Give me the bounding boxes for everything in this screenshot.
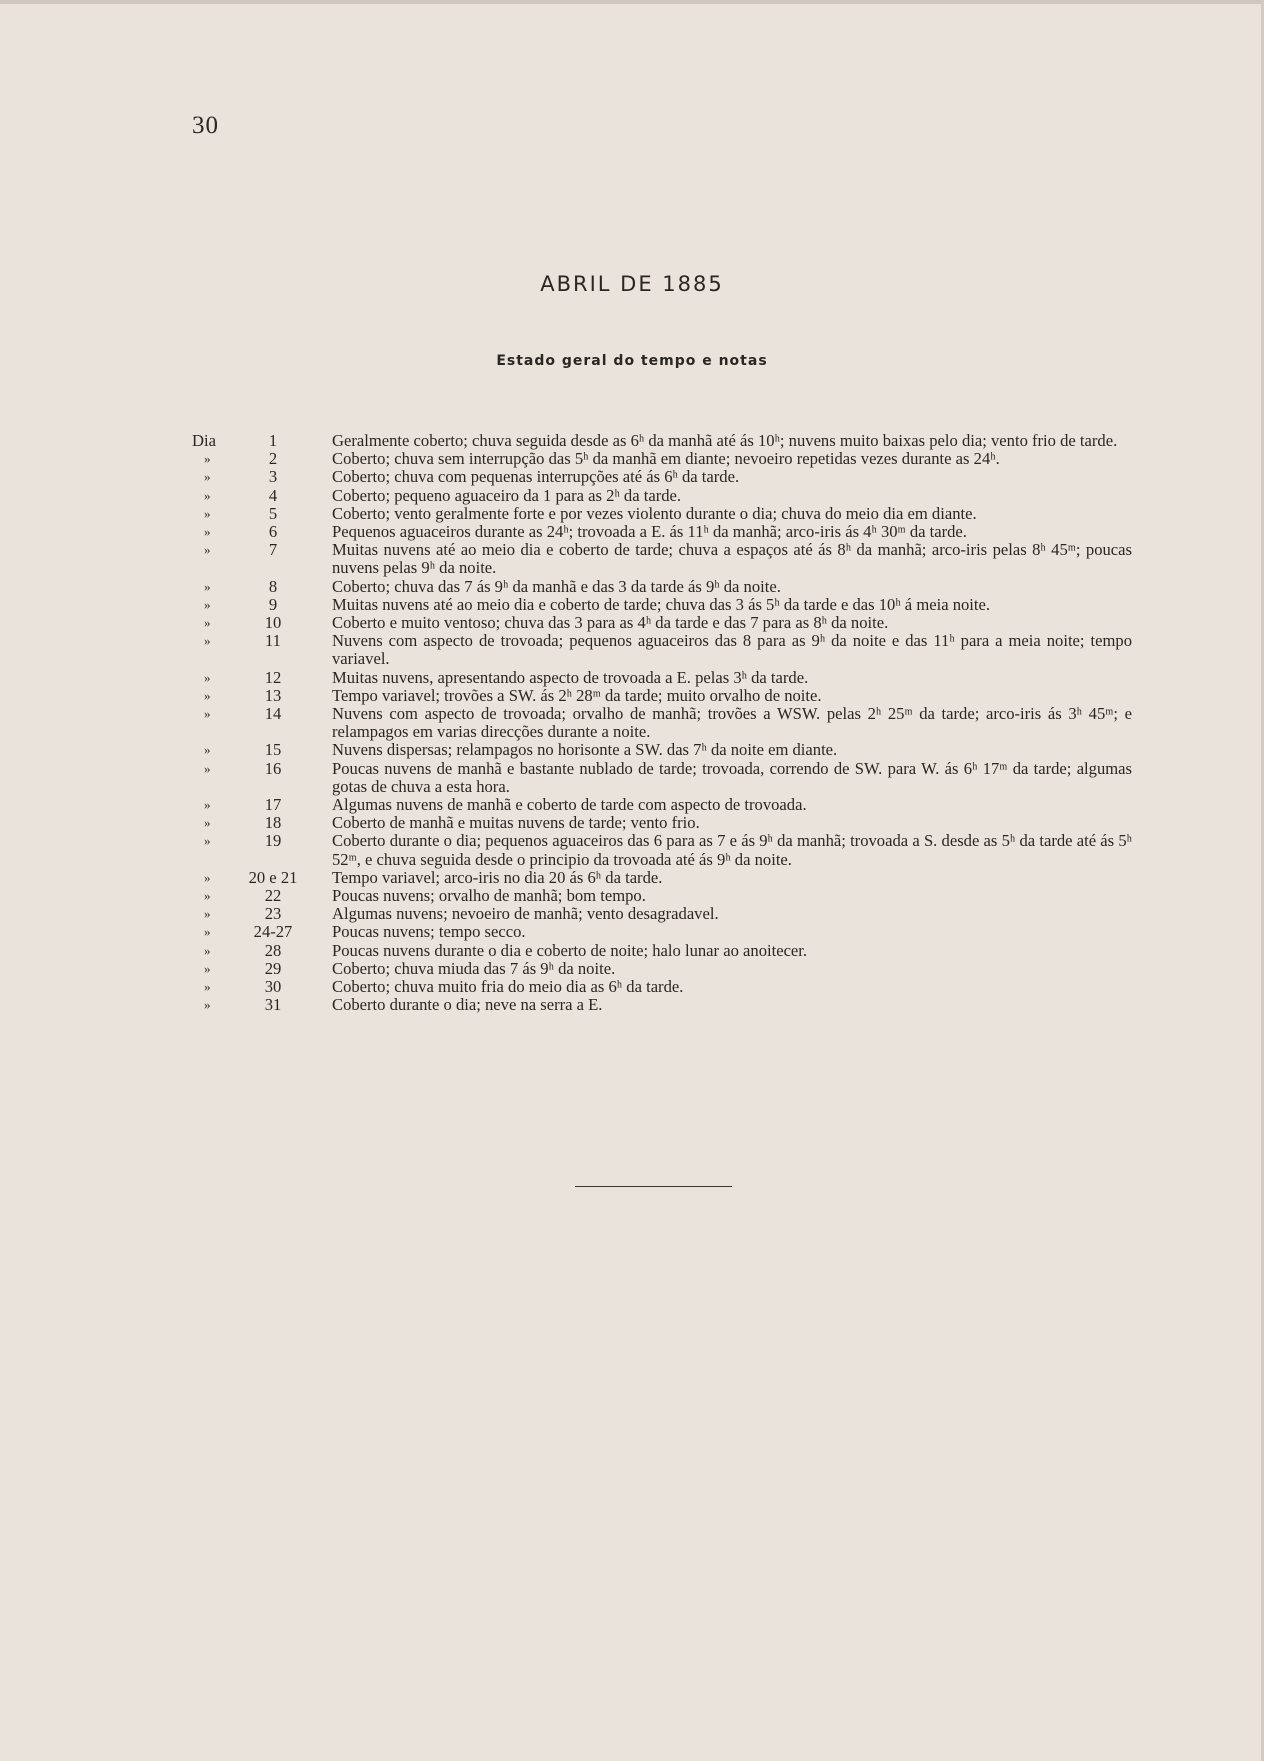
ditto-mark: » xyxy=(204,815,211,831)
day-number: 7 xyxy=(268,540,278,560)
list-item xyxy=(192,450,1132,468)
weather-note: Pequenos aguaceiros durante as 24ʰ; trovoada a E. ás 11ʰ da manhã; arco-iris ás 4ʰ 30ᵐ da tarde. xyxy=(332,522,967,542)
day-number: 22 xyxy=(264,886,282,906)
ditto-mark: » xyxy=(204,505,211,521)
weather-note: Poucas nuvens de manhã e bastante nublado de tarde; trovoada, correndo de SW. para W. ás 6ʰ 17ᵐ da tarde; algumas gotas de chuva a esta hora. xyxy=(332,758,1132,796)
weather-note: Muitas nuvens até ao meio dia e coberto de tarde; chuva das 3 ás 5ʰ da tarde e das 10ʰ á meia noite. xyxy=(332,594,991,614)
list-item xyxy=(192,887,1132,905)
ditto-mark: » xyxy=(204,706,211,722)
weather-note: Muitas nuvens até ao meio dia e coberto de tarde; chuva a espaços até ás 8ʰ da manhã; arco-iris pelas 8ʰ 45ᵐ; poucas nuvens pelas 9ʰ da noite. xyxy=(332,540,1132,578)
weather-note: Muitas nuvens, apresentando aspecto de trovoada a E. pelas 3ʰ da tarde. xyxy=(332,667,809,687)
ditto-mark: » xyxy=(204,542,211,558)
day-number: 14 xyxy=(264,704,282,724)
list-item xyxy=(192,687,1132,705)
ditto-mark: » xyxy=(204,888,211,904)
day-label: Dia xyxy=(192,431,216,450)
weather-note: Coberto; vento geralmente forte e por vezes violento durante o dia; chuva do meio dia em diante. xyxy=(332,503,977,523)
list-item xyxy=(192,596,1132,614)
weather-note: Algumas nuvens; nevoeiro de manhã; vento desagradavel. xyxy=(332,904,719,924)
day-number: 30 xyxy=(264,977,282,997)
page-number: 30 xyxy=(192,112,219,139)
ditto-mark: » xyxy=(204,596,211,612)
ditto-mark: » xyxy=(204,687,211,703)
day-number: 10 xyxy=(264,613,282,633)
ditto-mark: » xyxy=(204,833,211,849)
list-item xyxy=(192,923,1132,941)
weather-notes-list xyxy=(192,432,1132,1015)
list-item xyxy=(192,869,1132,887)
page-title: ABRIL DE 1885 xyxy=(540,272,724,296)
ditto-mark: » xyxy=(204,633,211,649)
list-item xyxy=(192,468,1132,486)
weather-note: Coberto durante o dia; neve na serra a E. xyxy=(332,995,603,1015)
day-number: 24-27 xyxy=(253,922,293,942)
day-number: 2 xyxy=(268,449,278,469)
day-number: 28 xyxy=(264,940,282,960)
ditto-mark: » xyxy=(204,906,211,922)
weather-note: Coberto durante o dia; pequenos aguaceiros das 6 para as 7 e ás 9ʰ da manhã; trovoada a S. desde as 5ʰ da tarde até ás 5ʰ 52ᵐ, e chuva seguida desde o principio da trovoada até ás 9ʰ da noite. xyxy=(332,831,1132,869)
day-number: 23 xyxy=(264,904,282,924)
list-item xyxy=(192,760,1132,796)
list-item xyxy=(192,705,1132,741)
list-item xyxy=(192,523,1132,541)
weather-note: Tempo variavel; trovões a SW. ás 2ʰ 28ᵐ da tarde; muito orvalho de noite. xyxy=(332,685,822,705)
ditto-mark: » xyxy=(204,469,211,485)
list-item xyxy=(192,814,1132,832)
ditto-mark: » xyxy=(204,451,211,467)
ditto-mark: » xyxy=(204,942,211,958)
weather-note: Coberto; pequeno aguaceiro da 1 para as 2ʰ da tarde. xyxy=(332,485,682,505)
list-item xyxy=(192,960,1132,978)
list-item xyxy=(192,505,1132,523)
weather-note: Poucas nuvens durante o dia e coberto de noite; halo lunar ao anoitecer. xyxy=(332,940,808,960)
weather-note: Tempo variavel; arco-iris no dia 20 ás 6ʰ da tarde. xyxy=(332,867,663,887)
weather-note: Nuvens com aspecto de trovoada; orvalho de manhã; trovões a WSW. pelas 2ʰ 25ᵐ da tarde; arco-iris ás 3ʰ 45ᵐ; e relampagos em varias direcções durante a noite. xyxy=(332,704,1132,742)
list-item xyxy=(192,541,1132,577)
day-number: 5 xyxy=(268,503,278,523)
ditto-mark: » xyxy=(204,960,211,976)
section-subtitle: Estado geral do tempo e notas xyxy=(496,353,768,369)
day-number: 15 xyxy=(264,740,282,760)
list-item xyxy=(192,796,1132,814)
list-item xyxy=(192,905,1132,923)
ditto-mark: » xyxy=(204,797,211,813)
ditto-mark: » xyxy=(204,997,211,1013)
weather-note: Coberto e muito ventoso; chuva das 3 para as 4ʰ da tarde e das 7 para as 8ʰ da noite. xyxy=(332,613,889,633)
day-number: 16 xyxy=(264,758,282,778)
weather-note: Coberto de manhã e muitas nuvens de tarde; vento frio. xyxy=(332,813,700,833)
list-item xyxy=(192,942,1132,960)
day-number: 20 e 21 xyxy=(248,867,298,887)
weather-note: Coberto; chuva das 7 ás 9ʰ da manhã e das 3 da tarde ás 9ʰ da noite. xyxy=(332,576,781,596)
ditto-mark: » xyxy=(204,524,211,540)
day-number: 12 xyxy=(264,667,282,687)
day-number: 18 xyxy=(264,813,282,833)
list-item xyxy=(192,578,1132,596)
weather-note: Poucas nuvens; tempo secco. xyxy=(332,922,526,942)
weather-note: Coberto; chuva sem interrupção das 5ʰ da manhã em diante; nevoeiro repetidas vezes durante as 24ʰ. xyxy=(332,449,1000,469)
day-number: 31 xyxy=(264,995,282,1015)
closing-rule xyxy=(575,1186,732,1187)
list-item xyxy=(192,632,1132,668)
ditto-mark: » xyxy=(204,669,211,685)
day-number: 19 xyxy=(264,831,282,851)
weather-note: Poucas nuvens; orvalho de manhã; bom tempo. xyxy=(332,886,646,906)
ditto-mark: » xyxy=(204,742,211,758)
list-item xyxy=(192,432,1132,450)
ditto-mark: » xyxy=(204,869,211,885)
weather-note: Coberto; chuva com pequenas interrupções até ás 6ʰ da tarde. xyxy=(332,467,740,487)
weather-note: Nuvens com aspecto de trovoada; pequenos aguaceiros das 8 para as 9ʰ da noite e das 11ʰ para a meia noite; tempo variavel. xyxy=(332,631,1132,669)
ditto-mark: » xyxy=(204,924,211,940)
list-item xyxy=(192,978,1132,996)
weather-note: Algumas nuvens de manhã e coberto de tarde com aspecto de trovoada. xyxy=(332,795,807,815)
list-item xyxy=(192,669,1132,687)
day-number: 1 xyxy=(268,431,278,450)
weather-note: Coberto; chuva muito fria do meio dia as 6ʰ da tarde. xyxy=(332,977,684,997)
day-number: 4 xyxy=(268,485,278,505)
day-number: 11 xyxy=(265,631,281,651)
list-item xyxy=(192,741,1132,759)
ditto-mark: » xyxy=(204,615,211,631)
page-edge xyxy=(0,0,1264,4)
day-number: 29 xyxy=(264,958,282,978)
list-item xyxy=(192,832,1132,868)
day-number: 6 xyxy=(268,522,278,542)
day-number: 13 xyxy=(264,685,282,705)
ditto-mark: » xyxy=(204,578,211,594)
day-number: 17 xyxy=(264,795,282,815)
weather-note: Coberto; chuva miuda das 7 ás 9ʰ da noite. xyxy=(332,958,616,978)
ditto-mark: » xyxy=(204,979,211,995)
weather-note: Nuvens dispersas; relampagos no horisonte a SW. das 7ʰ da noite em diante. xyxy=(332,740,838,760)
list-item xyxy=(192,487,1132,505)
list-item xyxy=(192,614,1132,632)
weather-note: Geralmente coberto; chuva seguida desde as 6ʰ da manhã até ás 10ʰ; nuvens muito baixas pelo dia; vento frio de tarde. xyxy=(332,431,1118,450)
list-item xyxy=(192,996,1132,1014)
ditto-mark: » xyxy=(204,760,211,776)
day-number: 3 xyxy=(268,467,278,487)
day-number: 8 xyxy=(268,576,278,596)
day-number: 9 xyxy=(268,594,278,614)
ditto-mark: » xyxy=(204,487,211,503)
